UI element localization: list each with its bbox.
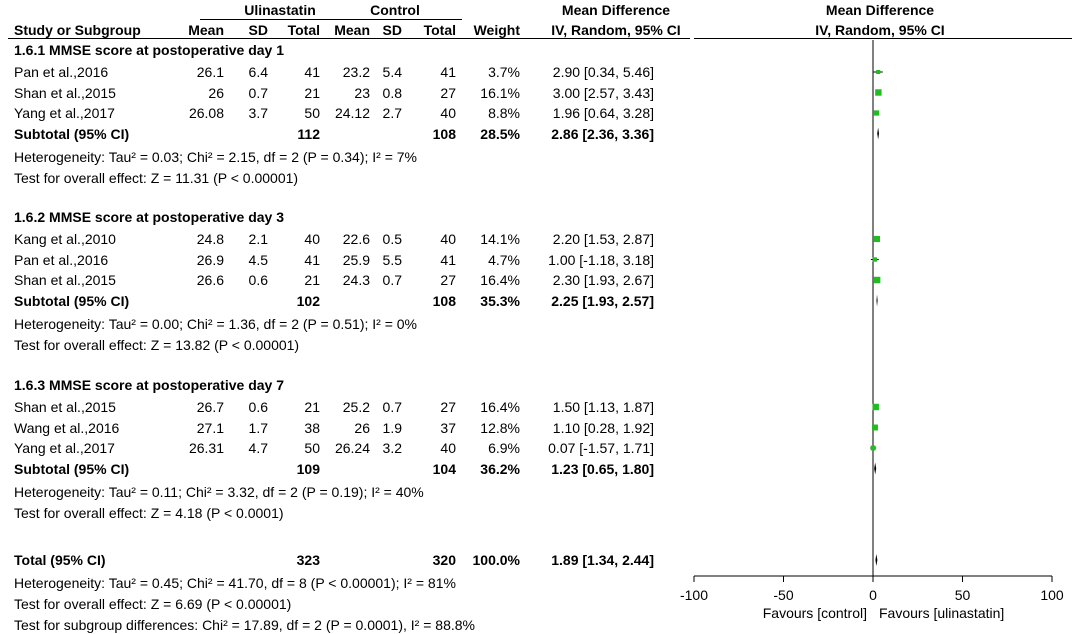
study-ci-cell: 1.00 [-1.18, 3.18] (548, 251, 654, 268)
group2-header: Control (370, 2, 420, 18)
study-weight-cell: 3.7% (488, 64, 520, 80)
study-mean2-cell: 23 (354, 84, 370, 101)
study-total1-cell: 38 (304, 419, 320, 436)
subtotal-ci: 2.25 [1.93, 2.57] (551, 292, 654, 309)
overall-effect-text: Test for overall effect: Z = 4.18 (P < 0.0001) (14, 504, 284, 521)
overall-diamond (875, 554, 877, 566)
study-effect-square (873, 257, 877, 261)
study-total2-cell: 40 (440, 440, 456, 456)
study-mean1-cell: 27.1 (196, 419, 224, 436)
group1-header: Ulinastatin (244, 2, 316, 18)
study-mean1-cell: 26.7 (196, 399, 224, 415)
study-total2-cell: 41 (440, 64, 456, 80)
mean2-column-header: Mean (334, 22, 370, 38)
study-total2-cell: 37 (440, 419, 456, 436)
group1-header-underline (200, 19, 336, 20)
total2-column-header: Total (423, 22, 456, 38)
study-effect-square (875, 89, 881, 95)
plot-method-header: IV, Random, 95% CI (815, 22, 945, 38)
plot-header-rule (694, 38, 1072, 39)
study-mean1-cell: 24.8 (196, 231, 224, 247)
study-ci-cell: 3.00 [2.57, 3.43] (552, 84, 654, 101)
md-method-header: IV, Random, 95% CI (551, 22, 681, 38)
study-sd1-cell: 0.6 (248, 272, 268, 288)
x-tick-label: 0 (869, 587, 877, 603)
subtotal-label: Subtotal (95% CI) (14, 292, 130, 309)
x-tick-label: 100 (1040, 587, 1064, 603)
study-name-cell: Kang et al.,2010 (14, 231, 116, 247)
study-sd2-cell: 1.9 (382, 419, 402, 436)
study-effect-square (871, 446, 876, 451)
study-name-cell: Shan et al.,2015 (14, 84, 116, 101)
study-total2-cell: 41 (440, 251, 456, 268)
sd1-column-header: SD (248, 22, 268, 38)
study-column-header: Study or Subgroup (14, 22, 141, 38)
study-total1-cell: 21 (304, 84, 320, 101)
subtotal-total1: 112 (297, 125, 320, 142)
subgroup-title: 1.6.3 MMSE score at postoperative day 7 (14, 377, 284, 393)
study-mean2-cell: 24.12 (334, 105, 370, 121)
subtotal-label: Subtotal (95% CI) (14, 460, 130, 477)
overall-effect-text: Test for overall effect: Z = 11.31 (P < 0.00001) (14, 169, 299, 186)
favours-ulinastatin-label: Favours [ulinastatin] (879, 605, 1005, 621)
study-mean1-cell: 26.9 (196, 251, 224, 268)
x-tick-label: -50 (773, 587, 794, 603)
subtotal-weight: 28.5% (480, 125, 520, 142)
study-sd1-cell: 4.5 (248, 251, 268, 268)
study-weight-cell: 14.1% (480, 231, 520, 247)
study-mean2-cell: 23.2 (342, 64, 370, 80)
study-weight-cell: 16.4% (480, 272, 520, 288)
study-name-cell: Wang et al.,2016 (14, 419, 120, 436)
subtotal-label: Subtotal (95% CI) (14, 125, 130, 142)
sd2-column-header: SD (382, 22, 402, 38)
table-header-rule (8, 38, 690, 39)
subtotal-total2: 108 (432, 125, 456, 142)
study-name-cell: Pan et al.,2016 (14, 64, 109, 80)
study-weight-cell: 16.1% (480, 84, 520, 101)
study-sd2-cell: 2.7 (382, 105, 402, 121)
subgroup-title: 1.6.1 MMSE score at postoperative day 1 (14, 42, 284, 58)
study-effect-square (874, 110, 879, 115)
overall-effect-text: Test for overall effect: Z = 13.82 (P < 0.00001) (14, 336, 300, 353)
study-sd1-cell: 1.7 (248, 419, 268, 436)
weight-column-header: Weight (473, 22, 520, 38)
study-total1-cell: 21 (304, 399, 320, 415)
study-ci-cell: 1.10 [0.28, 1.92] (552, 419, 654, 436)
study-ci-cell: 2.30 [1.93, 2.67] (552, 272, 654, 288)
study-name-cell: Shan et al.,2015 (14, 399, 116, 415)
mean1-column-header: Mean (188, 22, 224, 38)
study-sd1-cell: 6.4 (248, 64, 268, 80)
study-mean1-cell: 26.1 (196, 64, 224, 80)
study-mean2-cell: 24.3 (342, 272, 370, 288)
study-total1-cell: 40 (304, 231, 320, 247)
x-tick-label: 50 (954, 587, 971, 603)
study-ci-cell: 2.90 [0.34, 5.46] (552, 64, 654, 80)
study-mean2-cell: 26.24 (334, 440, 370, 456)
study-weight-cell: 4.7% (488, 251, 520, 268)
subgroup-title: 1.6.2 MMSE score at postoperative day 3 (14, 209, 284, 225)
study-total1-cell: 50 (304, 440, 320, 456)
subtotal-total2: 104 (432, 460, 456, 477)
group2-header-underline (322, 19, 462, 20)
study-total2-cell: 27 (440, 399, 456, 415)
study-weight-cell: 6.9% (488, 440, 520, 456)
study-effect-square (876, 70, 880, 74)
study-weight-cell: 16.4% (480, 399, 520, 415)
study-total1-cell: 41 (304, 251, 320, 268)
study-sd1-cell: 2.1 (248, 231, 268, 247)
study-mean2-cell: 22.6 (342, 231, 370, 247)
study-sd1-cell: 4.7 (248, 440, 268, 456)
study-effect-square (874, 277, 880, 283)
total-heterogeneity-text: Heterogeneity: Tau² = 0.45; Chi² = 41.70, df = 8 (P < 0.00001); I² = 81% (14, 575, 456, 591)
heterogeneity-text: Heterogeneity: Tau² = 0.03; Chi² = 2.15, df = 2 (P = 0.34); I² = 7% (14, 148, 417, 165)
study-ci-cell: 1.96 [0.64, 3.28] (552, 105, 654, 121)
subtotal-weight: 36.2% (480, 460, 520, 477)
study-sd2-cell: 5.5 (382, 251, 402, 268)
subtotal-weight: 35.3% (480, 292, 520, 309)
study-mean1-cell: 26.31 (188, 440, 224, 456)
study-sd2-cell: 0.7 (382, 272, 402, 288)
study-ci-cell: 1.50 [1.13, 1.87] (552, 399, 654, 415)
study-ci-cell: 0.07 [-1.57, 1.71] (548, 440, 654, 456)
subtotal-diamond (876, 295, 877, 307)
study-mean1-cell: 26 (208, 84, 224, 101)
subtotal-total1: 109 (296, 460, 320, 477)
subtotal-diamond (874, 463, 876, 475)
study-effect-square (872, 404, 878, 410)
study-sd2-cell: 3.2 (382, 440, 402, 456)
study-total2-cell: 40 (440, 231, 456, 247)
md-column-title: Mean Difference (561, 2, 671, 18)
study-weight-cell: 12.8% (480, 419, 520, 436)
total-total1: 323 (296, 552, 320, 568)
study-ci-cell: 2.20 [1.53, 2.87] (552, 231, 654, 247)
total-overall-effect-text: Test for overall effect: Z = 6.69 (P < 0.00001) (14, 596, 292, 612)
subtotal-ci: 1.23 [0.65, 1.80] (551, 460, 654, 477)
favours-control-label: Favours [control] (762, 605, 867, 621)
x-tick-label: -100 (679, 587, 709, 603)
study-name-cell: Pan et al.,2016 (14, 251, 109, 268)
study-mean2-cell: 25.9 (342, 251, 370, 268)
heterogeneity-text: Heterogeneity: Tau² = 0.00; Chi² = 1.36, df = 2 (P = 0.51); I² = 0% (14, 315, 417, 332)
plot-title: Mean Difference (825, 2, 935, 18)
study-sd2-cell: 0.8 (382, 84, 402, 101)
subtotal-ci: 2.86 [2.36, 3.36] (551, 125, 654, 142)
study-mean1-cell: 26.08 (188, 105, 224, 121)
total-weight: 100.0% (472, 552, 520, 568)
study-total1-cell: 21 (304, 272, 320, 288)
subgroup-differences-text: Test for subgroup differences: Chi² = 17.89, df = 2 (P = 0.0001), I² = 88.8% (14, 617, 475, 633)
total1-column-header: Total (287, 22, 320, 38)
subtotal-total2: 108 (432, 292, 456, 309)
subtotal-total1: 102 (296, 292, 320, 309)
study-mean2-cell: 25.2 (342, 399, 370, 415)
study-total2-cell: 40 (440, 105, 456, 121)
study-weight-cell: 8.8% (488, 105, 520, 121)
study-name-cell: Yang et al.,2017 (14, 105, 115, 121)
study-name-cell: Shan et al.,2015 (14, 272, 116, 288)
study-total2-cell: 27 (440, 272, 456, 288)
study-sd2-cell: 0.5 (382, 231, 402, 247)
study-total1-cell: 41 (304, 64, 320, 80)
study-sd1-cell: 3.7 (248, 105, 268, 121)
study-effect-square (874, 236, 880, 242)
study-sd1-cell: 0.7 (248, 84, 268, 101)
study-sd2-cell: 0.7 (382, 399, 402, 415)
heterogeneity-text: Heterogeneity: Tau² = 0.11; Chi² = 3.32, df = 2 (P = 0.19); I² = 40% (14, 483, 424, 500)
study-name-cell: Yang et al.,2017 (14, 440, 115, 456)
study-effect-square (872, 425, 878, 431)
total-ci: 1.89 [1.34, 2.44] (551, 552, 654, 568)
study-sd1-cell: 0.6 (248, 399, 268, 415)
study-total1-cell: 50 (304, 105, 320, 121)
study-sd2-cell: 5.4 (382, 64, 402, 80)
subtotal-diamond (877, 128, 879, 140)
total-label: Total (95% CI) (14, 552, 106, 568)
study-total2-cell: 27 (440, 84, 456, 101)
total-total2: 320 (432, 552, 456, 568)
study-mean1-cell: 26.6 (196, 272, 224, 288)
study-mean2-cell: 26 (354, 419, 370, 436)
